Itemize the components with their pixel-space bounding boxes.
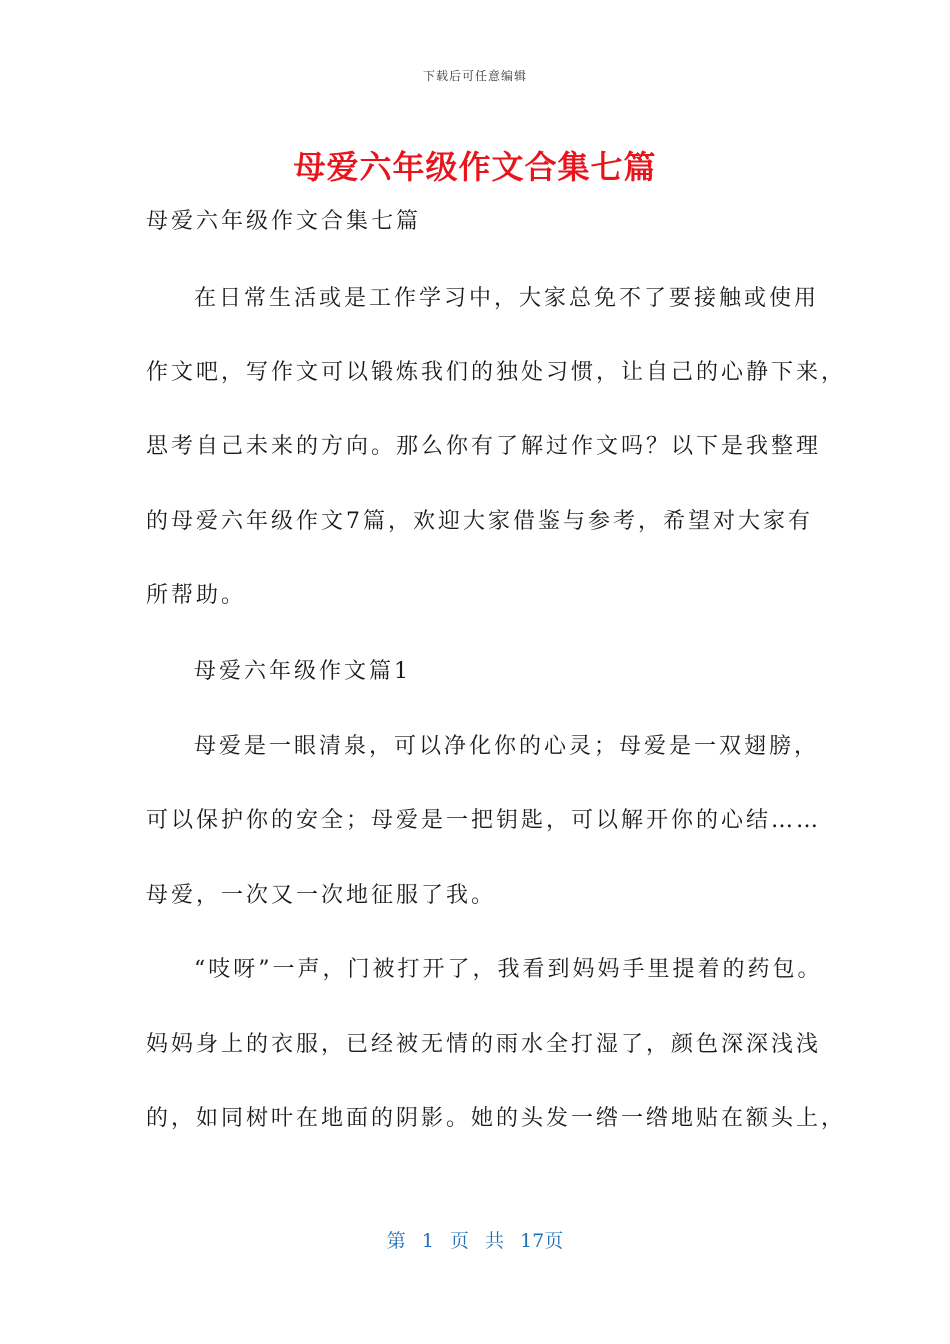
- paragraph-line: 母爱，一次又一次地征服了我。: [146, 883, 497, 908]
- paragraph-line: 在日常生活或是工作学习中，大家总免不了要接触或使用: [194, 286, 820, 311]
- subtitle-line: 母爱六年级作文合集七篇: [146, 209, 422, 234]
- section-heading: 母爱六年级作文篇1: [194, 659, 411, 684]
- paragraph-line: 的母爱六年级作文7篇，欢迎大家借鉴与参考，希望对大家有: [146, 509, 813, 534]
- total-label: 共: [485, 1230, 505, 1252]
- page-label-mid: 页: [449, 1230, 469, 1252]
- paragraph-line: 妈妈身上的衣服，已经被无情的雨水全打湿了，颜色深深浅浅: [146, 1032, 822, 1057]
- page-footer: [0, 1226, 950, 1253]
- paragraph-line: 可以保护你的安全；母爱是一把钥匙，可以解开你的心结……: [146, 808, 822, 833]
- paragraph-line: 思考自己未来的方向。那么你有了解过作文吗？以下是我整理: [146, 434, 822, 459]
- paragraph-line: 所帮助。: [146, 583, 247, 608]
- header-note: 下载后可任意编辑: [422, 69, 527, 83]
- paragraph-line: 作文吧，写作文可以锻炼我们的独处习惯，让自己的心静下来，: [146, 360, 847, 385]
- page-label-prefix: 第: [386, 1230, 406, 1252]
- paragraph-line: 母爱是一眼清泉，可以净化你的心灵；母爱是一双翅膀，: [194, 734, 820, 759]
- document-title: 母爱六年级作文合集七篇: [293, 148, 657, 186]
- paragraph-line: “吱呀”一声，门被打开了，我看到妈妈手里提着的药包。: [194, 957, 823, 982]
- paragraph-line: 的，如同树叶在地面的阴影。她的头发一绺一绺地贴在额头上，: [146, 1106, 847, 1131]
- current-page-number: 1: [421, 1230, 434, 1252]
- total-pages: 17页: [520, 1230, 564, 1252]
